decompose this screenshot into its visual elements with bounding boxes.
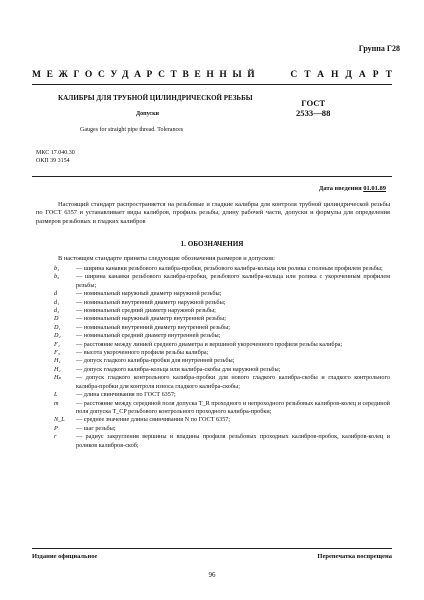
definition-symbol: b₃ — [54, 273, 60, 281]
okp-code: ОКП 39 3154 — [36, 158, 70, 164]
date-value: 01.01.89 — [363, 185, 386, 192]
definition-item — [54, 273, 390, 290]
definition-text: — высота укороченного профиля резьбы калибра; — [76, 349, 209, 357]
definition-text: — расстояние между серединой поля допуска T_R проходного и непроходного резьбовых калибров-колец и серединой поля допуска T_CP резьбового контрольного проходного калибра-пробки; — [76, 399, 390, 415]
footer — [32, 553, 392, 560]
definition-item — [54, 400, 390, 417]
banner-right: СТАНДАРТ — [290, 70, 399, 80]
definition-symbol: b₁ — [54, 265, 60, 272]
mks-code: МКС 17.040.30 — [36, 150, 75, 156]
definition-text: — допуск гладкого калибра-пробки для внутренней резьбы; — [76, 357, 235, 365]
definition-item — [54, 366, 390, 374]
definition-text: — номинальный наружный диаметр наружной резьбы; — [76, 290, 222, 298]
definition-text: — номинальный средний диаметр внутренней резьбы; — [76, 332, 221, 340]
definition-text: — номинальный средний диаметр наружной резьбы; — [76, 307, 216, 315]
english-title: Gauges for straight pipe thread. Tolerances — [80, 127, 184, 133]
definition-symbol: H₂ — [54, 365, 61, 373]
group-code: Группа Г28 — [358, 44, 400, 53]
definition-item — [54, 332, 390, 340]
reprint-label: Перепечатка воспрещена — [317, 553, 392, 560]
definition-symbol: Hₚ — [54, 374, 61, 382]
definition-text: — расстояние между линией среднего диаметра и вершиной укороченного профиля резьбы калибра; — [76, 340, 343, 348]
definition-item — [54, 315, 390, 323]
definition-symbol: d₂ — [54, 307, 60, 315]
introduction-date — [319, 185, 386, 192]
gost-block — [296, 98, 330, 118]
definition-text: — среднее значение длины свинчивания N по ГОСТ 6357; — [76, 416, 231, 424]
definitions-list — [54, 265, 390, 450]
definition-item — [54, 349, 390, 357]
definition-text: — номинальный внутренний диаметр внутренней резьбы; — [76, 323, 231, 331]
definition-item — [54, 416, 390, 424]
definition-item — [54, 307, 390, 315]
gost-label: ГОСТ — [301, 98, 326, 108]
edition-label: Издание официальное — [32, 553, 98, 560]
definition-symbol: d — [54, 290, 58, 298]
definition-item — [54, 374, 390, 391]
definition-symbol: F₁ — [54, 340, 60, 348]
definition-symbol: D₂ — [54, 332, 61, 340]
definition-item — [54, 357, 390, 365]
definition-symbol: m — [54, 399, 59, 407]
definition-text: — номинальный внутренний диаметр наружной резьбы; — [76, 298, 226, 306]
definition-item — [54, 391, 390, 399]
intro-paragraph: Настоящий стандарт распространяется на резьбовые и гладкие калибры для контроля трубной цилиндрической резьбы по ГОСТ 6357 и устанавливает виды калибров, профиль резьбы, длину рабочей части, допуски и формулы для определения размеров резьбовых и гладких калибров — [36, 201, 390, 225]
definition-symbol: N_L — [54, 416, 65, 424]
definition-item — [54, 341, 390, 349]
definition-text: — допуск гладкого контрольного калибра-пробки для нового гладкого калибра-скобы и гладкого контрольного калибра-пробки для контроля износа гладкого калибра-скобы; — [76, 374, 390, 390]
definition-symbol: d₁ — [54, 298, 60, 306]
definition-symbol: H₁ — [54, 357, 61, 365]
definition-text: — шаг резьбы; — [76, 424, 116, 432]
definition-symbol: L — [54, 391, 58, 399]
accepted-text: В настоящем стандарте приняты следующие обозначения размеров и допусков: — [58, 255, 275, 262]
definition-item — [54, 290, 390, 298]
middle-rule — [32, 176, 392, 177]
definition-symbol: F₃ — [54, 349, 60, 357]
definition-item — [54, 324, 390, 332]
definition-item — [54, 425, 390, 433]
definition-text: — допуск гладкого калибра-кольца или калибра-скобы для наружной резьбы; — [76, 365, 281, 373]
standard-banner — [32, 70, 399, 80]
definition-text: — ширина канавки резьбового калибра-пробки, резьбового калибра-кольца или ролика с полным профилем резьбы; — [76, 265, 383, 272]
definition-item — [54, 299, 390, 307]
definition-text: — номинальный наружный диаметр внутренней резьбы; — [76, 315, 226, 323]
bottom-rule — [32, 548, 392, 549]
definition-symbol: D — [54, 315, 59, 323]
definition-item — [54, 265, 390, 273]
document-title: КАЛИБРЫ ДЛЯ ТРУБНОЙ ЦИЛИНДРИЧЕСКОЙ РЕЗЬБЫ — [58, 94, 253, 102]
top-rule — [32, 84, 392, 85]
document-subtitle: Допуски — [136, 111, 159, 117]
gost-number: 2533—88 — [296, 108, 331, 118]
definition-item — [54, 433, 390, 450]
definition-text: — ширина канавки резьбового калибра-пробки, резьбового калибра-кольца или ролика с укороченным профилем резьбы; — [76, 273, 390, 289]
date-label: Дата введения — [318, 185, 362, 192]
banner-left: МЕЖГОСУДАРСТВЕННЫЙ — [32, 70, 261, 80]
definition-text: — радиус закругления вершины и впадины профиля резьбовых проходных калибров-пробок, калибров-колец и роликов калибров-скоб; — [76, 433, 390, 449]
section-title: 1. ОБОЗНАЧЕНИЯ — [180, 240, 244, 248]
definition-symbol: D₁ — [54, 323, 61, 331]
definition-symbol: r — [54, 433, 57, 441]
definition-text: — длина свинчивания по ГОСТ 6357; — [76, 391, 176, 399]
page-number: 96 — [208, 571, 216, 579]
classification-codes — [36, 149, 75, 165]
definition-symbol: P — [54, 424, 58, 432]
